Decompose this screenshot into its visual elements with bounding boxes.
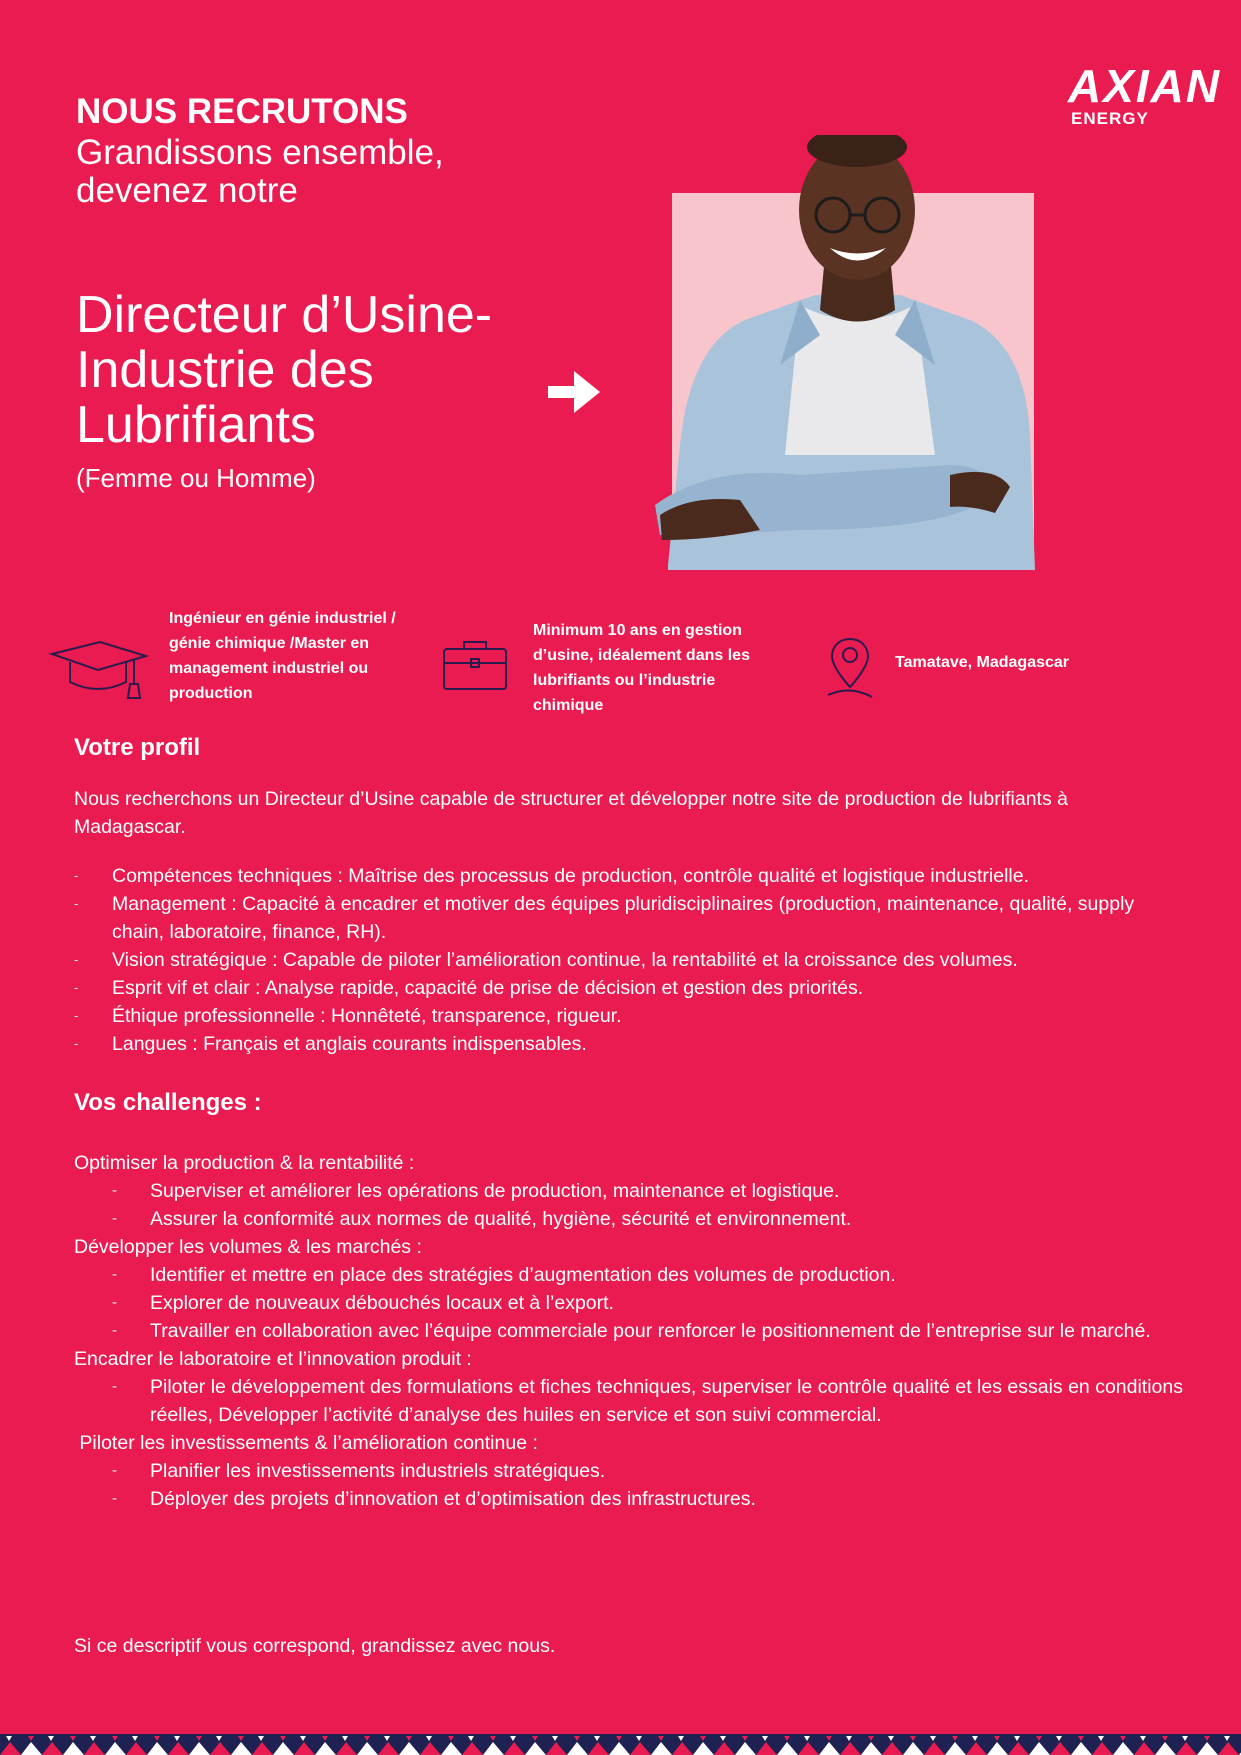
challenge-group-heading: Encadrer le laboratoire et l’innovation produit :	[74, 1348, 472, 1370]
list-item: - Planifier les investissements industriels stratégiques.	[112, 1457, 1184, 1485]
list-item: - Piloter le développement des formulations et fiches techniques, superviser le contrôle qualité et les essais en conditions réelles, Développer l’activité d’analyse des huiles en service et son suivi commercial.	[112, 1373, 1184, 1429]
list-item: - Vision stratégique : Capable de piloter l’amélioration continue, la rentabilité et la croissance des volumes.	[74, 946, 1184, 974]
list-item: - Identifier et mettre en place des stratégies d’augmentation des volumes de production.	[112, 1261, 1184, 1289]
profile-section-title: Votre profil	[74, 734, 201, 761]
briefcase-icon	[440, 637, 510, 693]
profile-intro: Nous recherchons un Directeur d’Usine capable de structurer et développer notre site de production de lubrifiants à Madagascar.	[74, 788, 1068, 838]
challenge-group-items	[74, 1177, 1184, 1233]
arrow-right-icon	[544, 365, 604, 419]
challenge-group-heading: Piloter les investissements & l’amélioration continue :	[74, 1432, 538, 1454]
list-item: - Explorer de nouveaux débouchés locaux et à l’export.	[112, 1289, 1184, 1317]
decorative-pattern-border	[0, 1734, 1241, 1755]
challenges-section-title: Vos challenges :	[74, 1089, 262, 1116]
challenge-group-items	[74, 1261, 1184, 1345]
logo-sub: ENERGY	[1071, 109, 1149, 128]
list-item: - Superviser et améliorer les opérations de production, maintenance et logistique.	[112, 1177, 1184, 1205]
list-item: - Management : Capacité à encadrer et motiver des équipes pluridisciplinaires (production, maintenance, qualité, supply chain, laboratoire, finance, RH).	[74, 890, 1184, 946]
gender-note: (Femme ou Homme)	[76, 463, 316, 493]
profile-list	[74, 862, 1184, 1058]
headline: NOUS RECRUTONS	[76, 92, 408, 131]
requirement-location: Tamatave, Madagascar	[895, 654, 1070, 671]
list-item: - Esprit vif et clair : Analyse rapide, capacité de prise de décision et gestion des priorités.	[74, 974, 1184, 1002]
list-item: - Travailler en collaboration avec l’équipe commerciale pour renforcer le positionnement de l’entreprise sur le marché.	[112, 1317, 1184, 1345]
list-item: - Éthique professionnelle : Honnêteté, transparence, rigueur.	[74, 1002, 1184, 1030]
challenge-group-heading: Optimiser la production & la rentabilité :	[74, 1152, 415, 1174]
graduation-cap-icon	[48, 632, 148, 702]
list-item: - Compétences techniques : Maîtrise des processus de production, contrôle qualité et logistique industrielle.	[74, 862, 1184, 890]
tagline: Grandissons ensemble, devenez notre	[76, 133, 444, 210]
challenge-group-items	[74, 1373, 1184, 1429]
requirement-experience: Minimum 10 ans en gestion d’usine, idéalement dans les lubrifiants ou l’industrie chimique	[533, 622, 750, 714]
challenge-group-heading: Développer les volumes & les marchés :	[74, 1236, 422, 1258]
requirement-education: Ingénieur en génie industriel / génie chimique /Master en management industriel ou production	[169, 610, 396, 702]
closing-line: Si ce descriptif vous correspond, grandissez avec nous.	[74, 1635, 556, 1657]
challenges-list	[74, 1149, 1184, 1513]
list-item: - Assurer la conformité aux normes de qualité, hygiène, sécurité et environnement.	[112, 1205, 1184, 1233]
axian-energy-logo	[1068, 60, 1222, 128]
list-item: - Langues : Français et anglais courants indispensables.	[74, 1030, 1184, 1058]
logo-word: AXIAN	[1068, 60, 1222, 112]
challenge-group-items	[74, 1457, 1184, 1513]
portrait-photo	[650, 135, 1035, 570]
list-item: - Déployer des projets d’innovation et d’optimisation des infrastructures.	[112, 1485, 1184, 1513]
location-pin-icon	[822, 635, 878, 703]
job-title: Directeur d’Usine- Industrie des Lubrifiants	[76, 286, 493, 454]
